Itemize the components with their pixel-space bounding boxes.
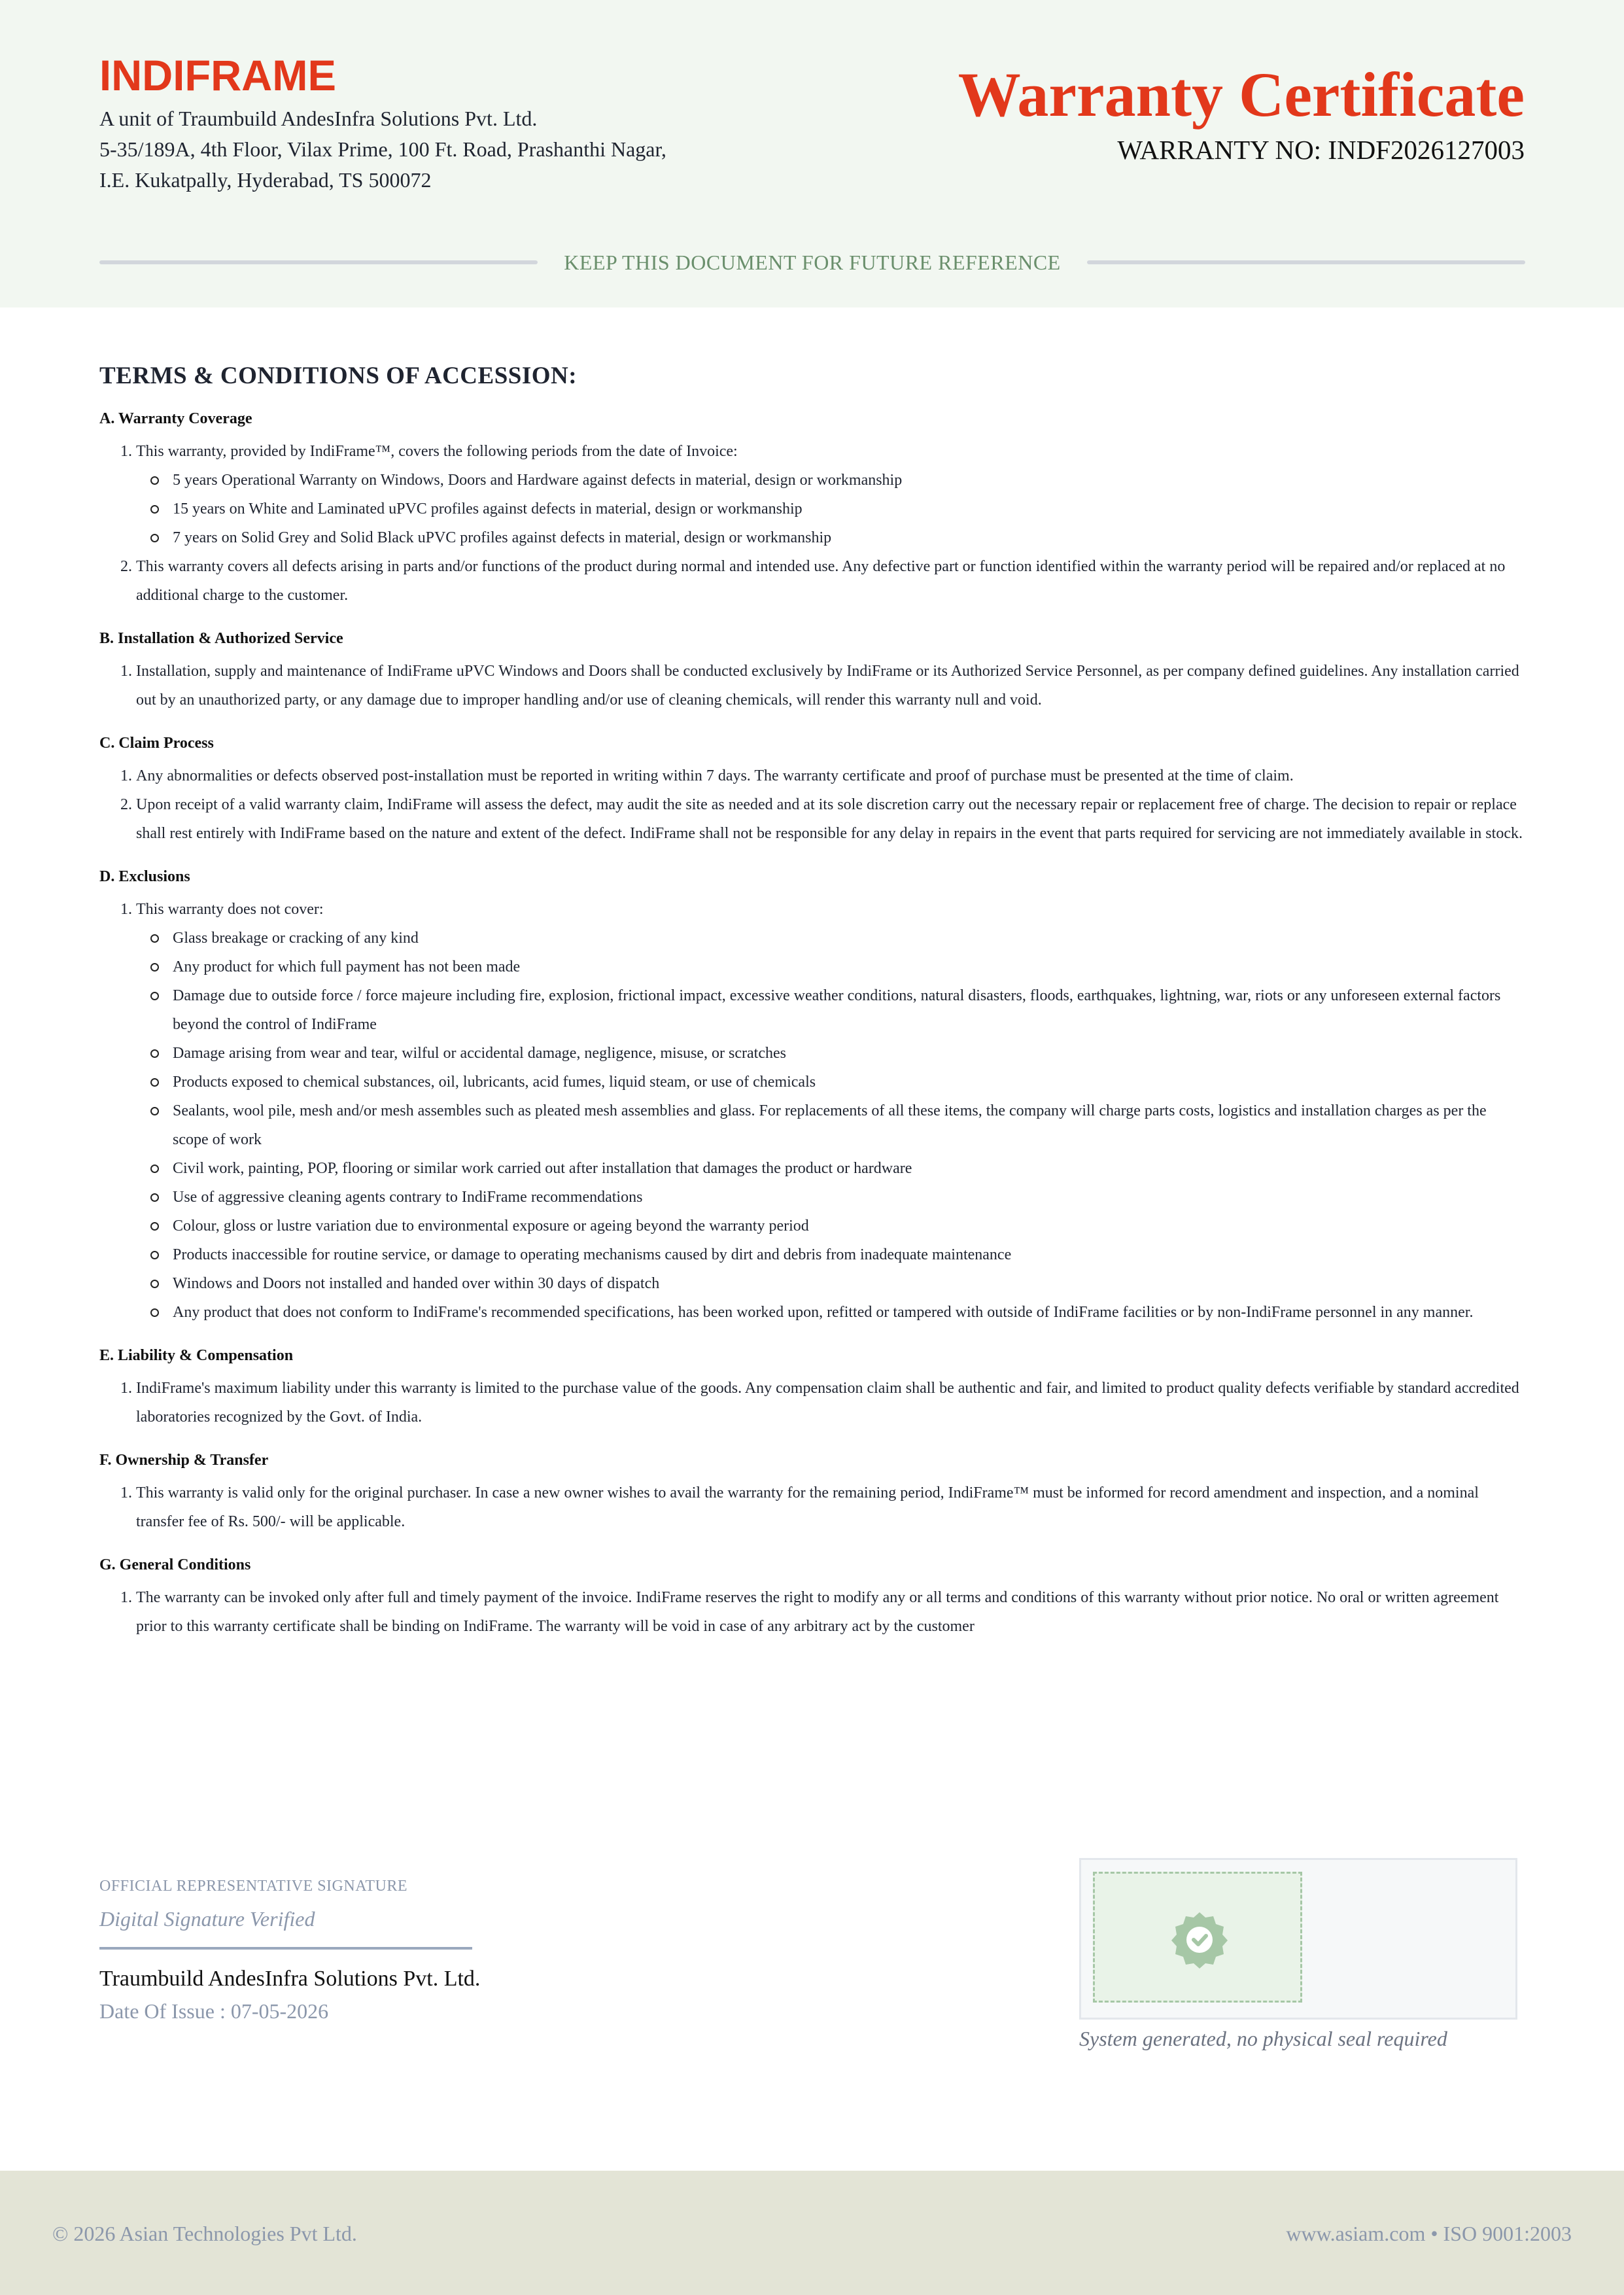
issue-date: Date Of Issue : 07-05-2026 (99, 1999, 329, 2023)
clause-heading: C. Claim Process (99, 735, 214, 752)
seal-note: System generated, no physical seal required (1079, 2027, 1447, 2050)
terms-clause (99, 628, 1525, 714)
verified-badge-icon (1170, 1910, 1229, 1969)
clause-item (136, 657, 1525, 714)
clause-heading: D. Exclusions (99, 868, 190, 885)
clause-list (99, 1374, 1525, 1431)
signature-line (99, 1947, 472, 1950)
footer-website: www.asiam.com • ISO 9001:2003 (1286, 2222, 1572, 2245)
company-address (99, 103, 666, 196)
divider-line (1087, 260, 1525, 264)
bullet-item: 15 years on White and Laminated uPVC profiles against defects in material, design or workmanship (173, 495, 1525, 523)
footer-copyright: © 2026 Asian Technologies Pvt Ltd. (52, 2222, 357, 2245)
bullet-item: Products exposed to chemical substances, oil, lubricants, acid fumes, liquid steam, or use of chemicals (173, 1068, 1525, 1096)
clause-list (99, 762, 1525, 848)
signature-label: OFFICIAL REPRESENTATIVE SIGNATURE (99, 1878, 408, 1895)
terms-sections (99, 408, 1525, 1641)
bullet-item: Civil work, painting, POP, flooring or similar work carried out after installation that damages the product or hardware (173, 1154, 1525, 1183)
clause-text: This warranty, provided by IndiFrame™, covers the following periods from the date of Invoice: (136, 443, 738, 460)
clause-list (99, 1479, 1525, 1536)
keep-notice: KEEP THIS DOCUMENT FOR FUTURE REFERENCE (564, 250, 1061, 274)
terms-clause (99, 733, 1525, 848)
terms-section (99, 362, 1525, 1659)
terms-clause (99, 408, 1525, 610)
clause-heading: E. Liability & Compensation (99, 1347, 294, 1364)
clause-item (136, 552, 1525, 610)
clause-text: This warranty does not cover: (136, 901, 324, 918)
clause-item (136, 790, 1525, 848)
keep-notice-row (99, 247, 1525, 277)
bullet-item: Colour, gloss or lustre variation due to environmental exposure or ageing beyond the warranty period (173, 1212, 1525, 1240)
bullet-list (136, 924, 1525, 1327)
company-line: I.E. Kukatpally, Hyderabad, TS 500072 (99, 168, 432, 192)
certificate-title: Warranty Certificate (958, 60, 1525, 130)
clause-heading: B. Installation & Authorized Service (99, 630, 343, 647)
clause-text: Any abnormalities or defects observed post-installation must be reported in writing within 7 days. The warranty certificate and proof of purchase must be presented at the time of claim. (136, 767, 1294, 784)
signature-verified: Digital Signature Verified (99, 1907, 315, 1931)
bullet-item: Glass breakage or cracking of any kind (173, 924, 1525, 953)
seal-area (1093, 1872, 1302, 2003)
clause-text: This warranty covers all defects arising in parts and/or functions of the product during normal and intended use. Any defective part or function identified within the warranty period will be repaired and/or replaced at no additional charge to the customer. (136, 558, 1506, 604)
bullet-item: Any product for which full payment has not been made (173, 953, 1525, 981)
bullet-item: Any product that does not conform to IndiFrame's recommended specifications, has been worked upon, refitted or tampered with outside of IndiFrame facilities or by non-IndiFrame personnel in any manner. (173, 1298, 1525, 1327)
svg-text:INDIFRAME: INDIFRAME (99, 55, 336, 94)
terms-clause (99, 1450, 1525, 1536)
warranty-number: WARRANTY NO: INDF2026127003 (1117, 135, 1525, 165)
company-line: A unit of Traumbuild AndesInfra Solutions Pvt. Ltd. (99, 107, 538, 130)
bullet-item: Sealants, wool pile, mesh and/or mesh assembles such as pleated mesh assemblies and glass. For replacements of all these items, the company will charge parts costs, logistics and installation charges as per the scope of work (173, 1096, 1525, 1154)
clause-text: The warranty can be invoked only after full and timely payment of the invoice. IndiFrame reserves the right to modify any or all terms and conditions of this warranty without prior notice. No oral or written agreement prior to this warranty certificate shall be binding on IndiFrame. The warranty will be void in case of any arbitrary act by the customer (136, 1589, 1499, 1635)
clause-list (99, 437, 1525, 610)
page-footer (0, 2171, 1624, 2295)
terms-clause (99, 866, 1525, 1327)
bullet-item: 7 years on Solid Grey and Solid Black uPVC profiles against defects in material, design or workmanship (173, 523, 1525, 552)
clause-heading: A. Warranty Coverage (99, 410, 252, 427)
clause-text: IndiFrame's maximum liability under this warranty is limited to the purchase value of the goods. Any compensation claim shall be authentic and fair, and limited to product quality defects verifiable by standard accredited laboratories recognized by the Govt. of India. (136, 1380, 1519, 1426)
bullet-list (136, 466, 1525, 552)
clause-list (99, 1583, 1525, 1641)
divider-line (99, 260, 538, 264)
signature-block (99, 1878, 481, 2023)
clause-text: Upon receipt of a valid warranty claim, IndiFrame will assess the defect, may audit the site as needed and at its sole discretion carry out the necessary repair or replacement free of charge. The decision to repair or replace shall rest entirely with IndiFrame based on the nature and extent of the defect. IndiFrame shall not be responsible for any delay in repairs in the event that parts required for servicing are not immediately available in stock. (136, 796, 1523, 842)
terms-clause (99, 1554, 1525, 1641)
indiframe-logo (99, 55, 336, 94)
signature-company: Traumbuild AndesInfra Solutions Pvt. Ltd. (99, 1967, 481, 1991)
bullet-item: Use of aggressive cleaning agents contrary to IndiFrame recommendations (173, 1183, 1525, 1212)
clause-text: This warranty is valid only for the original purchaser. In case a new owner wishes to avail the warranty for the remaining period, IndiFrame™ must be informed for record amendment and inspection, and a nominal transfer fee of Rs. 500/- will be applicable. (136, 1484, 1479, 1530)
clause-heading: G. General Conditions (99, 1556, 251, 1573)
clause-list (99, 657, 1525, 714)
seal-box (1079, 1858, 1517, 2020)
clause-item (136, 895, 1525, 1327)
clause-item (136, 1583, 1525, 1641)
bullet-item: Damage arising from wear and tear, wilful or accidental damage, negligence, misuse, or scratches (173, 1039, 1525, 1068)
clause-heading: F. Ownership & Transfer (99, 1452, 269, 1469)
company-line: 5-35/189A, 4th Floor, Vilax Prime, 100 Ft. Road, Prashanthi Nagar, (99, 137, 666, 161)
bullet-item: Windows and Doors not installed and handed over within 30 days of dispatch (173, 1269, 1525, 1298)
terms-clause (99, 1345, 1525, 1431)
bullet-item: Damage due to outside force / force majeure including fire, explosion, frictional impact, excessive weather conditions, natural disasters, floods, earthquakes, lightning, war, riots or any unforeseen external factors beyond the control of IndiFrame (173, 981, 1525, 1039)
clause-item (136, 1479, 1525, 1536)
clause-item (136, 437, 1525, 552)
clause-text: Installation, supply and maintenance of IndiFrame uPVC Windows and Doors shall be conducted exclusively by IndiFrame or its Authorized Service Personnel, as per company defined guidelines. Any installation carried out by an unauthorized party, or any damage due to improper handling and/or use of cleaning chemicals, will render this warranty null and void. (136, 663, 1519, 709)
terms-title: TERMS & CONDITIONS OF ACCESSION: (99, 362, 578, 389)
clause-item (136, 1374, 1525, 1431)
certificate-header (0, 0, 1624, 307)
clause-list (99, 895, 1525, 1327)
bullet-item: 5 years Operational Warranty on Windows, Doors and Hardware against defects in material, design or workmanship (173, 466, 1525, 495)
bullet-item: Products inaccessible for routine service, or damage to operating mechanisms caused by dirt and debris from inadequate maintenance (173, 1240, 1525, 1269)
clause-item (136, 762, 1525, 790)
